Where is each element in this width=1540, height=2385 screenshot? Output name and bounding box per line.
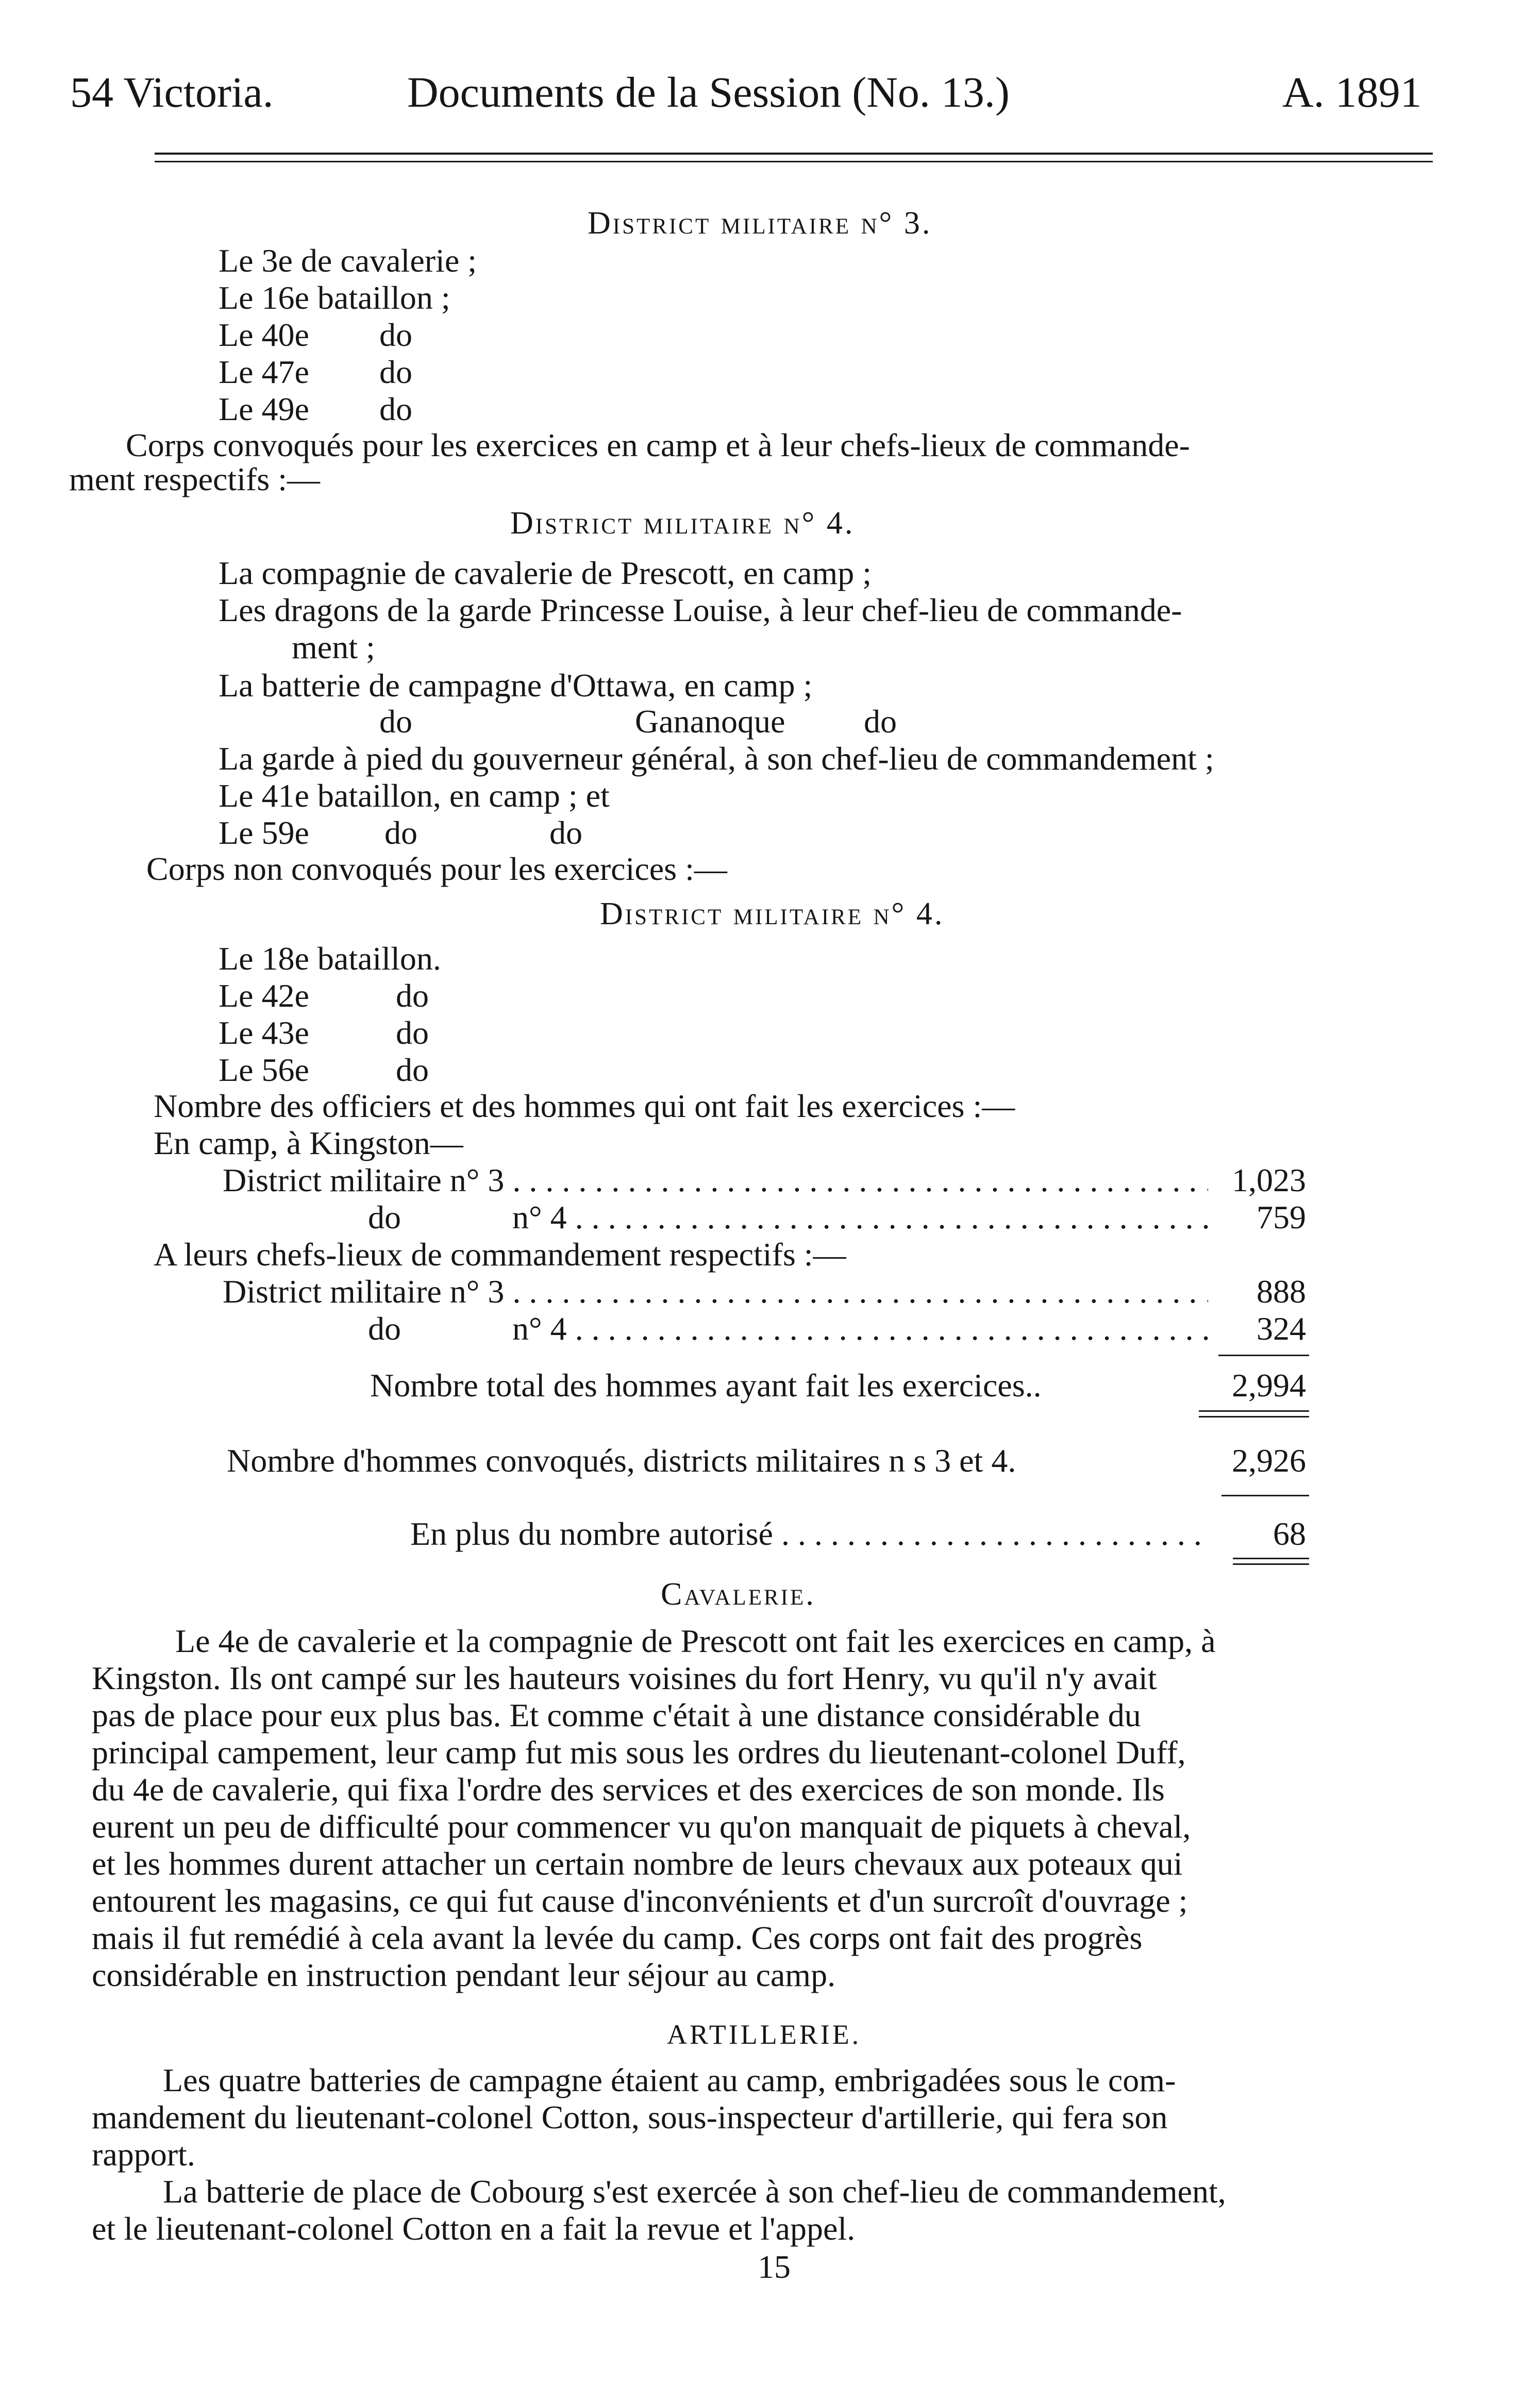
cavalerie-line: eurent un peu de difficulté pour commencer vu qu'on manquait de piquets à cheval, (92, 1808, 1191, 1845)
artillerie-line: Les quatre batteries de campagne étaient au camp, embrigadées sous le com- (163, 2062, 1176, 2098)
header-left: 54 Victoria. (70, 69, 274, 116)
artillerie-heading: ARTILLERIE. (667, 2019, 862, 2050)
convoked-rule (1221, 1495, 1309, 1496)
header-right: A. 1891 (1282, 69, 1422, 116)
camp-row-label: District militaire n° 3 . . . (223, 1161, 1208, 1200)
artillerie-line: La batterie de place de Cobourg s'est exercée à son chef-lieu de commandement, (163, 2173, 1226, 2210)
district4-line: ment ; (292, 629, 375, 665)
district4b-unit: Le 43e (219, 1014, 309, 1051)
cavalerie-heading: Cavalerie. (661, 1577, 816, 1612)
artillerie-line: rapport. (92, 2136, 195, 2173)
district4-closing: Corps non convoqués pour les exercices :— (146, 850, 727, 887)
subtotal-rule (1218, 1355, 1309, 1356)
district4-place: Gananoque (635, 703, 785, 740)
header-rule-top (155, 153, 1433, 155)
district4b-unit: Le 42e (219, 977, 309, 1014)
cavalerie-line: mais il fut remédié à cela avant la levée du camp. Ces corps ont fait des progrès (92, 1920, 1143, 1956)
convoked-label: Nombre d'hommes convoqués, districts militaires n s 3 et 4. (227, 1442, 1016, 1479)
district4-ditto: do (379, 703, 412, 740)
total-label: Nombre total des hommes ayant fait les exercices.. (370, 1367, 1042, 1404)
convoked-value: 2,926 (1232, 1442, 1306, 1479)
extra-label: En plus du nombre autorisé . . . (410, 1514, 1208, 1554)
numbers-intro: Nombre des officiers et des hommes qui ont fait les exercices :— (154, 1088, 1015, 1124)
cavalerie-line: considérable en instruction pendant leur séjour au camp. (92, 1957, 836, 1993)
cavalerie-line: pas de place pour eux plus bas. Et comme c'était à une distance considérable du (92, 1697, 1141, 1733)
hq-row-value: 888 (1257, 1273, 1306, 1310)
district4-line: La batterie de campagne d'Ottawa, en camp ; (219, 667, 813, 704)
district3-ditto: do (379, 316, 412, 353)
district3-unit: Le 49e (219, 391, 309, 427)
total-value: 2,994 (1232, 1367, 1306, 1404)
district3-unit: Le 40e (219, 316, 309, 353)
district4b-unit: Le 56e (219, 1052, 309, 1088)
total-double-rule (1199, 1410, 1309, 1417)
camp-row-label: n° 4 . . . (512, 1198, 1208, 1237)
hq-row-label: n° 4 . . . (512, 1309, 1208, 1348)
district4b-heading: District militaire n° 4. (600, 896, 945, 931)
page-number: 15 (758, 2248, 791, 2285)
district4-line: Les dragons de la garde Princesse Louise, à leur chef-lieu de commande- (219, 592, 1182, 628)
artillerie-line: mandement du lieutenant-colonel Cotton, sous-inspecteur d'artillerie, qui fera son (92, 2099, 1168, 2136)
district4-line: La garde à pied du gouverneur général, à son chef-lieu de commandement ; (219, 740, 1214, 777)
district4-ditto: do (384, 814, 417, 851)
district3-unit: Le 16e bataillon ; (219, 279, 450, 316)
district3-ditto: do (379, 354, 412, 390)
header-center: Documents de la Session (No. 13.) (407, 69, 1010, 116)
extra-value: 68 (1273, 1515, 1306, 1552)
cavalerie-line: entourent les magasins, ce qui fut cause d'inconvénients et d'un surcroît d'ouvrage ; (92, 1882, 1188, 1919)
district4-heading: District militaire n° 4. (510, 506, 855, 541)
district3-unit: Le 3e de cavalerie ; (219, 242, 477, 279)
district4b-ditto: do (396, 1052, 429, 1088)
cavalerie-line: principal campement, leur camp fut mis sous les ordres du lieutenant-colonel Duff, (92, 1734, 1186, 1771)
district3-closing: Corps convoqués pour les exercices en camp et à leur chefs-lieux de commande- (126, 427, 1190, 463)
hq-row-ditto: do (368, 1310, 401, 1347)
district4-line: Le 41e bataillon, en camp ; et (219, 777, 610, 814)
district3-unit: Le 47e (219, 354, 309, 390)
district4-line: Le 59e (219, 814, 309, 851)
artillerie-line: et le lieutenant-colonel Cotton en a fait la revue et l'appel. (92, 2210, 856, 2247)
cavalerie-line: et les hommes durent attacher un certain nombre de leurs chevaux aux poteaux qui (92, 1845, 1183, 1882)
camp-row-ditto: do (368, 1199, 401, 1236)
hq-row-value: 324 (1257, 1310, 1306, 1347)
district4b-unit: Le 18e bataillon. (219, 940, 441, 977)
hq-row-label: District militaire n° 3 . . . (223, 1272, 1208, 1311)
district4-ditto: do (549, 814, 582, 851)
district4-ditto: do (864, 703, 897, 740)
header-rule-bottom (155, 161, 1433, 162)
camp-row-value: 1,023 (1232, 1162, 1306, 1198)
cavalerie-line: Kingston. Ils ont campé sur les hauteurs voisines du fort Henry, vu qu'il n'y avait (92, 1660, 1157, 1696)
cavalerie-line: du 4e de cavalerie, qui fixa l'ordre des services et des exercices de son monde. Ils (92, 1771, 1165, 1808)
district4-line: La compagnie de cavalerie de Prescott, en camp ; (219, 555, 872, 591)
district4b-ditto: do (396, 977, 429, 1014)
numbers-camp-heading: En camp, à Kingston— (154, 1125, 463, 1161)
district3-heading: District militaire n° 3. (588, 206, 932, 241)
cavalerie-line: Le 4e de cavalerie et la compagnie de Prescott ont fait les exercices en camp, à (175, 1623, 1216, 1659)
camp-row-value: 759 (1257, 1199, 1306, 1236)
district3-closing: ment respectifs :— (69, 461, 320, 497)
numbers-hq-heading: A leurs chefs-lieux de commandement respectifs :— (154, 1236, 846, 1273)
district4b-ditto: do (396, 1014, 429, 1051)
district3-ditto: do (379, 391, 412, 427)
extra-double-rule (1233, 1558, 1309, 1565)
